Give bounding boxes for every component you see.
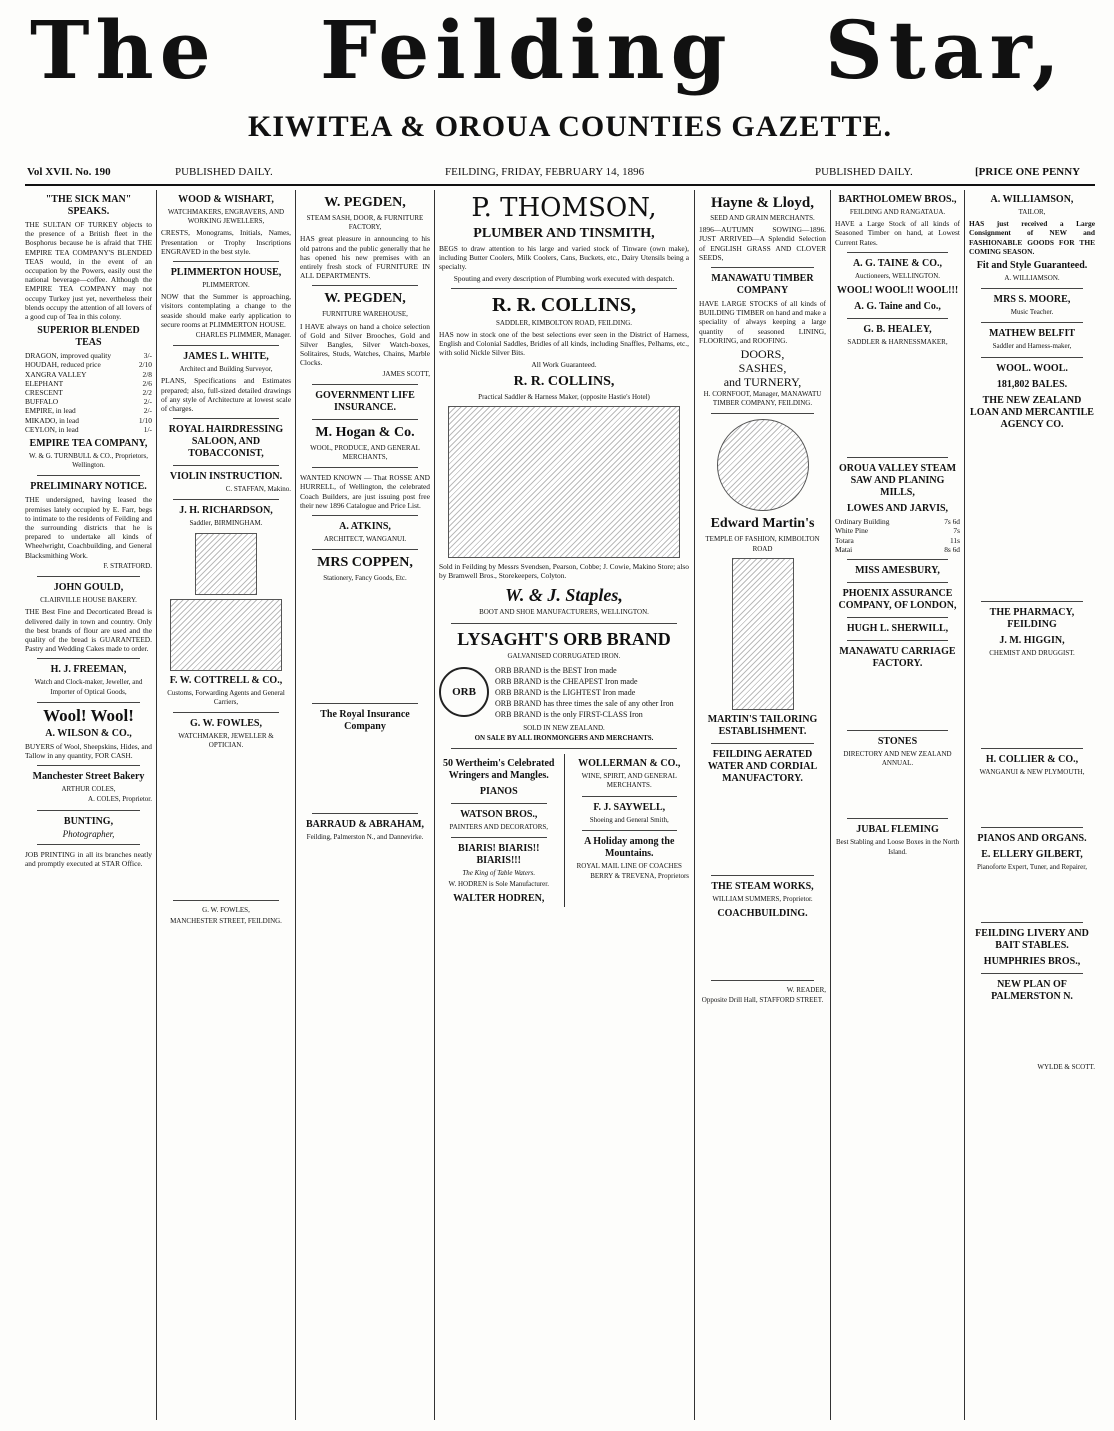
tea-name: EMPIRE, in lead [25,406,76,416]
manawatu-timber-heading: MANAWATU TIMBER COMPANY [711,273,814,297]
bartholomew-towns: FEILDING AND RANGATAUA. [849,208,946,216]
tea-price: 2/- [143,406,152,416]
reader-signature: W. READER, [786,986,826,995]
music-teacher: Music Teacher. [1010,308,1054,317]
cottrell-heading: F. W. COTTRELL & CO., [169,674,283,686]
tea-price-list [25,351,152,434]
tea-price-row [25,370,152,379]
fowles-address: MANCHESTER STREET, FEILDING. [170,916,282,925]
fowles-trade: WATCHMAKER, JEWELLER & OPTICIAN. [178,732,274,750]
subtitle: KIWITEA & OROUA COUNTIES GAZETTE. [248,110,892,143]
tea-price: 2/8 [142,369,152,379]
coppen-heading: MRS COPPEN, [317,555,413,571]
column-2 [161,190,291,1420]
autumn-sowing-text: 1896—AUTUMN SOWING—1896. JUST ARRIVED—A Splendid Selection of ENGLISH GRASS AND CLOVER SEEDS, [699,225,826,262]
royal-insurance-heading: The Royal Insurance Company [320,709,410,733]
plimmerton-house-heading: PLIMMERTON HOUSE, [170,267,282,279]
column-3 [300,190,430,1420]
tea-name: MIKADO, in lead [25,415,79,425]
carriage-factory-heading: MANAWATU CARRIAGE FACTORY. [839,646,956,670]
staples-caption: Sold in Feilding by Messrs Svendsen, Pearson, Cobbe; J. Cowie, Makino Store; also by Bramwell Bros., Storekeepers, Colyton. [439,562,689,581]
tea-price: 2/6 [142,378,152,388]
timber-price: 11s [950,535,960,545]
doors-item: and TURNERY, [723,375,802,390]
gilbert-trade: Pianoforte Expert, Tuner, and Repairer, [976,863,1088,872]
masthead-title-mid: Feilding [320,3,733,97]
williamson-text: HAS just received a Large Consignment of NEW and FASHIONABLE GOODS FOR THE COMING SEASON. [969,219,1095,256]
tea-price-row [25,379,152,388]
jewellery-text: I HAVE always on hand a choice selection of Gold and Silver Brooches, Gold and Silver Bangles, Silver Watch-boxes, Solitaires, Studs, Watches, Chains, Marble Clocks. [300,321,430,368]
orb-claims-list [495,665,689,720]
timber-price-row [835,536,960,545]
price: [PRICE ONE PENNY [975,166,1081,178]
timber-price-row [835,545,960,554]
published-left: PUBLISHED DAILY. [175,166,273,178]
pegden-heading-2: W. PEGDEN, [324,291,406,307]
lowes-jarvis-heading: LOWES AND JARVIS, [846,503,949,515]
wertheim-heading: 50 Wertheim's Celebrated Wringers and Mangles. [443,758,555,782]
freeman-heading: H. J. FREEMAN, [50,664,127,676]
orb-brand-heading: LYSAGHT'S ORB BRAND [457,628,671,649]
blended-teas-heading: SUPERIOR BLENDED TEAS [37,325,140,349]
jubal-fleming-heading: JUBAL FLEMING [856,824,939,836]
atkins-heading: A. ATKINS, [339,521,391,533]
scott-signature: JAMES SCOTT, [382,369,430,378]
taine-heading-2: A. G. Taine and Co., [854,301,941,313]
pharmacy-heading: THE PHARMACY, FEILDING [989,606,1075,630]
furniture-warehouse: FURNITURE WAREHOUSE, [322,310,408,319]
freeman-trade: Watch and Clock-maker, Jeweller, and Importer of Optical Goods, [34,678,143,696]
moore-heading: MRS S. MOORE, [993,294,1071,306]
saywell-trade: Shoeing and General Smith, [589,815,669,824]
wood-wishart-heading: WOOD & WISHART, [178,194,274,205]
timber-text: HAVE LARGE STOCKS of all kinds of BUILDING TIMBER on hand and make a speciality of always keeping a large quantity of seasoned LINING, FLOORING, and ROOFING. [699,299,826,345]
gould-text: THE Best Fine and Decorticated Bread is delivered daily in town and country. Only the best brands of flour are used and the quality of the bread is GUARANTEED. Pastry and Wedding Cakes made to order. [25,607,152,654]
timber-price-list [835,517,960,554]
watson-heading: WATSON BROS., [460,809,538,821]
bales-heading: 181,802 BALES. [996,378,1068,390]
thomson-text: BEGS to draw attention to his large and varied stock of Tinware (own make), including Butter Coolers, Milk Coolers, Cans, Buckets, etc., Dairy Utensils being a specialty. [439,244,689,272]
doors-item: SASHES, [738,361,787,376]
phoenix-heading: PHOENIX ASSURANCE COMPANY, OF LONDON, [838,588,957,612]
column-6 [835,190,960,1420]
doors-sashes-list [699,347,826,389]
clairville-bakery: CLAIRVILLE HOUSE BAKERY. [40,596,137,605]
loan-mercantile-heading: THE NEW ZEALAND LOAN AND MERCANTILE AGENCY CO. [970,394,1094,430]
wool-heading: Wool! Wool! [43,705,134,725]
tea-name: XANGRA VALLEY [25,369,87,379]
fowles-signature: G. W. FOWLES, [202,906,250,915]
fit-style-heading: Fit and Style Guaranteed. [976,260,1088,272]
tea-price-row [25,351,152,360]
tea-name: BUFFALO [25,397,59,407]
bartholomew-heading: BARTHOLOMEW BROS., [838,194,957,205]
wilson-heading: A. WILSON & CO., [45,727,132,739]
column-1 [25,190,152,1420]
gilbert-heading: E. ELLERY GILBERT, [981,849,1083,861]
bartholomew-text: HAVE a Large Stock of all kinds of Seasoned Timber on hand, at Lowest Current Rates. [835,219,960,247]
healey-trade: SADDLER & HARNESSMAKER, [847,338,948,347]
stabling-line: Best Stabling and Loose Boxes in the North Island. [835,838,960,856]
sick-man-heading: "THE SICK MAN" SPEAKS. [45,194,132,217]
plumber-label: PLUMBER AND TINSMITH, [473,226,655,241]
hodren-sole: W. HODREN is Sole Manufacturer. [448,879,549,888]
tea-price-row [25,388,152,397]
tea-price: 1/10 [138,415,152,425]
wool-wool-heading: WOOL. WOOL. [996,362,1068,374]
staples-trade: BOOT AND SHOE MANUFACTURERS, WELLINGTON. [479,608,649,617]
wollerman-heading: WOLLERMAN & CO., [578,758,681,770]
higgin-heading: J. M. HIGGIN, [999,634,1065,646]
summers-proprietor: WILLIAM SUMMERS, Proprietor. [712,894,813,903]
sherwill-heading: HUGH L. SHERWILL, [846,623,949,635]
tailor-label: TAILOR, [1018,208,1046,216]
photographer-label: Photographer, [62,828,115,839]
hogan-trade: WOOL, PRODUCE, AND GENERAL MERCHANTS, [310,443,420,462]
temple-of-fashion: TEMPLE OF FASHION, KIMBOLTON ROAD [705,535,820,553]
pianos-organs-heading: PIANOS AND ORGANS. [977,833,1087,845]
tea-price: 3/- [143,351,152,361]
collier-towns: WANGANUI & NEW PLYMOUTH, [979,767,1085,776]
column-5 [699,190,826,1420]
collins-address: SADDLER, KIMBOLTON ROAD, FEILDING. [495,318,633,327]
empire-tea-heading: EMPIRE TEA COMPANY, [29,438,148,450]
tea-price: 2/- [143,397,152,407]
orb-emblem-text: ORB [452,685,476,698]
cornfoot-signature: H. CORNFOOT, Manager, MANAWATU TIMBER COMPANY, FEILDING. [703,390,822,408]
wool-cry: WOOL! WOOL!! WOOL!!! [836,285,959,297]
crests-text: CRESTS, Monograms, Initials, Names, Presentation or Trophy Inscriptions ENGRAVED in the best style. [161,228,291,256]
wilson-text: BUYERS of Wool, Sheepskins, Hides, and Tallow in any quantity, FOR CASH. [25,741,152,760]
tea-price-row [25,397,152,406]
dateline [25,160,1095,186]
orb-claim: ORB BRAND is the LIGHTEST Iron made [495,687,636,697]
tailoring-heading: MARTIN'S TAILORING ESTABLISHMENT. [707,713,818,737]
tea-name: DRAGON, improved quality [25,351,112,361]
collier-heading: H. COLLIER & CO., [985,753,1079,765]
masthead-title-right: Star, [825,3,1066,97]
plimmerton-text: NOW that the Summer is approaching, visitors contemplating a change to the seaside should make early application to secure rooms at PLIMMERTON HOUSE. [161,292,291,329]
orb-emblem-icon [439,667,489,717]
timber-price: 8s 6d [944,544,960,554]
orb-claim: ORB BRAND is the only FIRST-CLASS Iron [495,709,643,719]
collins-trade: Practical Saddler & Harness Maker, (opposite Hastie's Hotel) [478,392,650,401]
biaris-heading: BIARIS! BIARIS!! BIARIS!!! [458,843,540,867]
richardson-trade: Saddler, BIRMINGHAM. [189,519,263,528]
tea-price: 2/2 [142,388,152,398]
plimmerton-location: PLIMMERTON. [202,281,250,290]
timber-price: 7s 6d [944,517,960,527]
pegden-heading: W. PEGDEN, [324,195,406,210]
arthur-coles: ARTHUR COLES, [61,785,116,794]
james-white-heading: JAMES L. WHITE, [183,351,269,363]
tea-price: 1/- [143,424,152,434]
taine-trade: Auctioneers, WELLINGTON. [854,271,941,280]
stones-heading: STONES [877,736,918,748]
john-gould-heading: JOHN GOULD, [53,582,124,594]
pianos-heading: PIANOS [479,786,518,798]
timber-kind: Totara [835,535,854,545]
collins-heading-2: R. R. COLLINS, [513,373,615,389]
tea-name: ELEPHANT [25,378,64,388]
stones-directory: DIRECTORY AND NEW ZEALAND ANNUAL. [843,750,952,768]
pegden-factory: STEAM SASH, DOOR, & FURNITURE FACTORY, [306,214,424,232]
gentleman-figure-engraving [732,558,794,710]
masthead-title-left: The [30,3,217,97]
tea-price-row [25,360,152,369]
column-7 [969,190,1095,1420]
walter-hodren: WALTER HODREN, [453,892,545,904]
table-waters: The King of Table Waters. [462,869,536,878]
collins-heading: R. R. COLLINS, [492,293,636,316]
coachbuilding-heading: COACHBUILDING. [717,908,808,920]
tea-price-row [25,425,152,434]
taine-heading: A. G. TAINE & CO., [852,257,943,269]
collins-text: HAS now in stock one of the best selections ever seen in the District of Harness, English and Colonial Saddles, Bridles of all kinds, including Snaffles, Pelhams, etc., with solid Nickle Silver Bits. [439,330,689,358]
barraud-towns: Feilding, Palmerston N., and Dannevirke. [306,833,424,842]
sultan-text: THE SULTAN OF TURKEY objects to the presence of a British fleet in the Bosphorus because he is afraid that THE EMPIRE TEA COMPANY'S BLENDED TEAS would, in the event of an occupation by the Powers, easily oust the national beverage—coffee. Although the EMPIRE TEA COMPANY may not occupy Turkey just yet, nevertheless their blends occupy the attention of all lovers of a good cup of Tea in this colony. [25,220,152,322]
columns [25,190,1095,1420]
wood-wishart-trade: WATCHMAKERS, ENGRAVERS, AND WORKING JEWELLERS, [167,208,285,226]
richardson-heading: J. H. RICHARDSON, [179,505,273,517]
hayne-lloyd-heading: Hayne & Lloyd, [711,195,814,211]
plimmer-signature: CHARLES PLIMMER, Manager. [195,331,291,340]
williamson-heading: A. WILLIAMSON, [990,194,1074,205]
tea-price-row [25,416,152,425]
humphries-heading: HUMPHRIES BROS., [983,956,1081,968]
corrugated-iron-label: GALVANISED CORRUGATED IRON. [507,651,621,660]
sold-in-nz: SOLD IN NEW ZEALAND. [523,723,605,732]
violin-heading: VIOLIN INSTRUCTION. [169,471,283,483]
berry-trevena: BERRY & TREVENA, Proprietors [590,872,689,881]
reader-address: Opposite Drill Hall, STAFFORD STREET. [701,996,824,1005]
healey-heading: G. B. HEALEY, [863,324,932,336]
edward-martin-heading: Edward Martin's [710,516,815,532]
timber-price-row [835,517,960,526]
volume-number: Vol XVII. No. 190 [27,166,111,178]
bunting-heading: BUNTING, [63,815,114,827]
chemist-label: CHEMIST AND DRUGGIST. [989,648,1075,657]
tea-price-row [25,406,152,415]
preliminary-notice-heading: PRELIMINARY NOTICE. [30,481,147,493]
pegden-text: HAS great pleasure in announcing to his old patrons and the public generally that he has opened his new premises with an entirely fresh stock of FURNITURE IN ALL DEPARTMENTS. [300,234,430,281]
timber-kind: Matai [835,544,853,554]
timber-kind: White Pine [835,526,869,536]
timber-price-row [835,526,960,535]
staples-heading: W. & J. Staples, [505,585,623,606]
coles-signature: A. COLES, Proprietor. [88,795,152,804]
belfit-trade: Saddler and Harness-maker, [992,342,1072,351]
plans-text: PLANS, Specifications and Estimates prepared; also, full-sized detailed drawings of any style of Architecture at lowest scale of charges. [161,376,291,414]
steam-works-heading: THE STEAM WORKS, [711,880,814,892]
govt-insurance-heading: GOVERNMENT LIFE INSURANCE. [315,389,415,413]
seed-merchants: SEED AND GRAIN MERCHANTS. [710,214,815,222]
saddle-engraving [195,533,257,595]
saywell-heading: F. J. SAYWELL, [593,801,666,813]
tea-price: 2/10 [138,360,152,370]
architect-label: Architect and Building Surveyor, [179,365,273,374]
cottrell-trade: Customs, Forwarding Agents and General Carriers, [167,688,285,706]
stratford-signature: F. STRATFORD. [103,561,152,570]
atkins-trade: ARCHITECT, WANGANUI. [323,535,407,544]
timber-kind: Ordinary Building [835,517,890,527]
spouting-text: Spouting and every description of Plumbing work executed with despatch. [453,273,675,283]
coppen-trade: Stationery, Fancy Goods, Etc. [323,574,407,583]
oroua-mills-heading: OROUA VALLEY STEAM SAW AND PLANING MILLS, [838,463,957,499]
on-sale-line: ON SALE BY ALL IRONMONGERS AND MERCHANTS. [474,734,654,743]
livery-stables-heading: FEILDING LIVERY AND BAIT STABLES. [975,928,1089,952]
doors-item: DOORS, [740,347,785,362]
boot-factory-engraving [448,406,680,558]
stratford-text: THE undersigned, having leased the premises lately occupied by E. Farr, begs to intimate to the residents of Feilding and the surrounding districts that he is prepared to undertake all kinds of Wheelwright, Coachbuilding, and General Blacksmithing Work. [25,495,152,560]
tea-name: CEYLON, in lead [25,424,79,434]
turnbull-line: W. & G. TURNBULL & CO., Proprietors, Wellington. [29,452,148,470]
watson-trade: PAINTERS AND DECORATORS, [449,823,549,832]
issue-date: FEILDING, FRIDAY, FEBRUARY 14, 1896 [445,166,645,178]
orb-claim: ORB BRAND is the CHEAPEST Iron made [495,676,638,686]
all-work-guaranteed: All Work Guaranteed. [531,359,597,369]
wollerman-trade: WINE, SPIRIT, AND GENERAL MERCHANTS. [581,772,677,790]
published-right: PUBLISHED DAILY. [815,166,913,178]
aerated-water-heading: FEILDING AERATED WATER AND CORDIAL MANUFACTORY. [707,748,818,784]
rosse-hurrell-text: WANTED KNOWN — That ROSSE AND HURRELL, of Wellington, the celebrated Coach Builders, are just issuing post free their new 1896 Catalogue and Price List. [300,473,430,510]
job-printing-text: JOB PRINTING in all its branches neatly and promptly executed at STAR Office. [25,849,152,868]
belfit-heading: MATHEW BELFIT [988,328,1076,340]
column-4 [439,190,689,1420]
hairdressing-heading: ROYAL HAIRDRESSING SALOON, AND TOBACCONIST, [168,424,284,460]
palmerston-plan-heading: NEW PLAN OF PALMERSTON N. [991,979,1073,1003]
carriage-engraving [170,599,282,671]
manchester-bakery-heading: Manchester Street Bakery [32,771,145,783]
royal-mail-coaches: ROYAL MAIL LINE OF COACHES [576,861,682,870]
masthead [30,3,1100,97]
holiday-heading: A Holiday among the Mountains. [584,835,675,859]
thomson-heading: P. THOMSON, [471,193,657,223]
orb-claim: ORB BRAND is the BEST Iron made [495,665,617,675]
barraud-heading: BARRAUD & ABRAHAM, [305,819,425,831]
timber-price: 7s [953,526,960,536]
ointment-seal-icon [717,419,809,511]
orb-claim: ORB BRAND has three times the sale of any other Iron [495,698,674,708]
fowles-heading: G. W. FOWLES, [190,718,262,730]
staffan-signature: C. STAFFAN, Makino. [225,485,291,494]
williamson-signature: A. WILLIAMSON. [1004,274,1060,283]
tea-name: HOUDAH, reduced price [25,360,101,370]
amesbury-heading: MISS AMESBURY, [855,565,940,577]
tea-name: CRESCENT [25,388,63,398]
hogan-heading: M. Hogan & Co. [315,424,415,440]
wylde-scott-signature: WYLDE & SCOTT. [1037,1063,1095,1072]
